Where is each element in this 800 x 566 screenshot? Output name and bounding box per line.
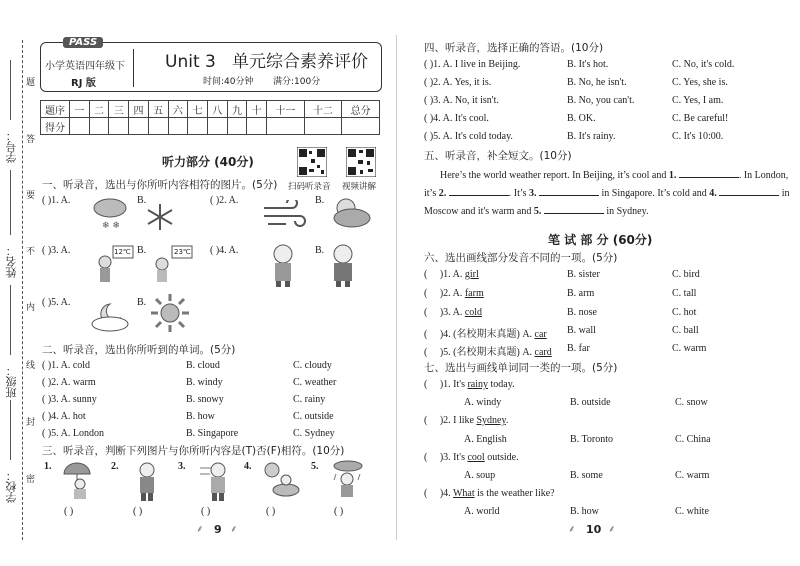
- blank-1-input[interactable]: [679, 168, 739, 178]
- passage-text: . In London,: [738, 170, 789, 181]
- option-b[interactable]: B. arm: [567, 288, 595, 299]
- subject-label: 小学英语四年级下: [45, 61, 125, 72]
- tf-answer[interactable]: ( ): [334, 506, 344, 517]
- option-c[interactable]: C. outside: [293, 411, 334, 422]
- sun-child-icon: [258, 460, 300, 502]
- question-part: ( )3. It's: [424, 452, 468, 463]
- table-cell: 七: [188, 101, 208, 118]
- question-number: ( )4. (名校期末真题) A.: [424, 329, 535, 340]
- passage-text: it’s: [424, 188, 439, 199]
- score-cell[interactable]: [342, 118, 380, 135]
- option-c[interactable]: C. rainy: [293, 394, 326, 405]
- page-number: 10: [586, 523, 602, 536]
- item-number: 3.: [178, 461, 186, 472]
- table-cell: 八: [207, 101, 227, 118]
- q1-1-b: B.: [137, 195, 147, 206]
- score-cell[interactable]: [304, 118, 342, 135]
- option-b[interactable]: B. far: [567, 343, 590, 354]
- class-label: 班级：: [5, 365, 18, 398]
- score-label: 满分:100分: [273, 77, 321, 87]
- question-label: [424, 307, 482, 318]
- sun-icon: [150, 293, 190, 333]
- table-cell: 五: [148, 101, 168, 118]
- option-b[interactable]: B. how: [186, 411, 215, 422]
- umbrella-rain-icon: [60, 460, 94, 502]
- option-b[interactable]: B. outside: [570, 397, 611, 408]
- table-cell: 十: [247, 101, 267, 118]
- qr-listen-label: 扫码听录音: [288, 182, 331, 192]
- score-cell[interactable]: [267, 118, 305, 135]
- q1-5-label: ( )5. A.: [42, 297, 71, 308]
- table-cell: 题序: [41, 101, 70, 118]
- passage-text: Moscow and it's warm and: [424, 206, 534, 217]
- table-cell: 一: [70, 101, 90, 118]
- option-b[interactable]: B. some: [570, 470, 603, 481]
- writing-title: 笔 试 部 分 (60分): [548, 233, 653, 247]
- boy-cold-icon: [326, 242, 360, 288]
- snow-cloud-icon: [90, 196, 130, 232]
- child-warm-thermometer-icon: [150, 240, 195, 284]
- table-cell: 得分: [41, 118, 70, 135]
- section-5-title: 五、听录音，补全短文。(10分): [424, 150, 572, 162]
- option-c[interactable]: C. warm: [675, 470, 710, 481]
- option-c[interactable]: C. No, it's cold.: [672, 59, 735, 70]
- option-b[interactable]: B. cloud: [186, 360, 220, 371]
- option-b[interactable]: B. It's hot.: [567, 59, 609, 70]
- seal-char: 内: [26, 303, 36, 313]
- question-label: [424, 288, 484, 299]
- question-part: outside.: [484, 452, 519, 463]
- option-a[interactable]: A. world: [464, 506, 500, 517]
- blank-number: 5.: [533, 206, 542, 217]
- svg-text:❄ ❄: ❄ ❄: [102, 221, 120, 231]
- section-2-title: 二、听录音，选出你所听到的单词。(5分): [42, 344, 236, 356]
- moon-cloud-icon: [88, 300, 134, 332]
- time-label: 时间:40分钟: [203, 77, 254, 87]
- question-text: [424, 415, 508, 426]
- q1-3-label: ( )3. A.: [42, 245, 71, 256]
- child-cold-thermometer-icon: [95, 240, 135, 284]
- question-label: ( )4. A. hot: [42, 411, 86, 422]
- table-cell: 总分: [342, 101, 380, 118]
- school-label: 学校：: [5, 470, 18, 503]
- option-c[interactable]: C. white: [675, 506, 709, 517]
- underlined-word: rainy: [467, 379, 489, 390]
- option-a[interactable]: farm: [464, 288, 484, 299]
- option-c[interactable]: C. warm: [672, 343, 707, 354]
- question-label: ( )3. A. sunny: [42, 394, 97, 405]
- question-number: ( )5. (名校期末真题) A.: [424, 347, 535, 358]
- page-number: 9: [214, 523, 222, 536]
- option-c[interactable]: C. It's 10:00.: [672, 131, 724, 142]
- blank-number: 2.: [438, 188, 447, 199]
- option-b[interactable]: B. Singapore: [186, 428, 239, 439]
- option-c[interactable]: C. cloudy: [293, 360, 332, 371]
- seal-char: 答: [26, 135, 36, 145]
- section-4-title: 四、听录音，选择正确的答语。(10分): [424, 42, 604, 54]
- table-cell: 三: [109, 101, 129, 118]
- blank-5-input[interactable]: [544, 204, 604, 214]
- tree-icon: ⸙: [230, 524, 238, 535]
- option-c[interactable]: C. snow: [675, 397, 708, 408]
- question-number: ( )1. A.: [424, 269, 465, 280]
- seal-char: 要: [26, 191, 36, 201]
- underlined-word: What: [452, 488, 475, 499]
- wind-icon: [262, 200, 308, 230]
- score-cell[interactable]: [148, 118, 168, 135]
- option-a[interactable]: card: [534, 347, 552, 358]
- question-label: ( )2. A. warm: [42, 377, 96, 388]
- table-cell: 二: [89, 101, 109, 118]
- temperature-a: 12℃: [114, 248, 131, 256]
- score-cell[interactable]: [89, 118, 109, 135]
- tree-icon: ⸙: [608, 524, 616, 535]
- q1-4-label: ( )4. A.: [210, 245, 239, 256]
- edition-label: RJ 版: [71, 78, 96, 89]
- item-number: 5.: [311, 461, 319, 472]
- option-a[interactable]: A. soup: [464, 470, 496, 481]
- qr-code-icon[interactable]: [297, 147, 327, 177]
- question-part: .: [505, 415, 509, 426]
- passage-line-2: [424, 186, 790, 199]
- question-label: ( )3. A. No, it isn't.: [424, 95, 499, 106]
- table-cell: 九: [227, 101, 247, 118]
- seal-char: 线: [26, 361, 36, 371]
- blank-3-input[interactable]: [539, 186, 599, 196]
- question-label: ( )5. A. It's cold today.: [424, 131, 513, 142]
- blank-number: 4.: [709, 188, 717, 199]
- table-cell: 六: [168, 101, 188, 118]
- score-cell[interactable]: [109, 118, 129, 135]
- q1-3-b: B.: [137, 245, 147, 256]
- passage-line-1: [440, 168, 788, 181]
- score-table-row: [41, 118, 380, 135]
- question-text: [424, 379, 515, 390]
- child-wind-icon: [198, 460, 232, 502]
- score-cell[interactable]: [129, 118, 149, 135]
- blank-number: 1.: [668, 170, 677, 181]
- option-b[interactable]: B. windy: [186, 377, 223, 388]
- page-divider: [396, 35, 397, 540]
- seal-char: 密: [26, 475, 36, 485]
- score-cell[interactable]: [207, 118, 227, 135]
- table-cell: 四: [129, 101, 149, 118]
- table-cell: 十一: [267, 101, 305, 118]
- section-6-title: 六、选出画线部分发音不同的一项。(5分): [424, 252, 618, 264]
- question-label: ( )5. A. London: [42, 428, 104, 439]
- blank-number: 3.: [529, 188, 537, 199]
- question-part: ( )4.: [424, 488, 453, 499]
- option-b[interactable]: B. OK.: [567, 113, 596, 124]
- pass-logo: PASS: [63, 37, 103, 48]
- tf-answer[interactable]: ( ): [64, 506, 74, 517]
- option-c[interactable]: C. Sydney: [293, 428, 335, 439]
- option-c[interactable]: C. weather: [293, 377, 337, 388]
- option-b[interactable]: B. No, he isn't.: [567, 77, 627, 88]
- passage-line-3: [424, 204, 648, 217]
- question-part: is the weather like?: [474, 488, 555, 499]
- child-scarf-icon: [132, 460, 162, 502]
- question-number: ( )3. A.: [424, 307, 465, 318]
- underlined-word: cool: [467, 452, 485, 463]
- passage-text: in Singapore. It’s cold and: [599, 188, 710, 199]
- option-c[interactable]: C. Be careful!: [672, 113, 729, 124]
- question-part: today.: [488, 379, 515, 390]
- option-b[interactable]: B. sister: [567, 269, 600, 280]
- option-a[interactable]: cold: [464, 307, 483, 318]
- question-label: [424, 343, 552, 358]
- sun-cloud-icon: [326, 196, 372, 230]
- question-number: ( )2. A.: [424, 288, 465, 299]
- binding-margin: [0, 0, 38, 566]
- tree-icon: ⸙: [196, 524, 204, 535]
- passage-text: . It’s: [508, 188, 530, 199]
- score-cell[interactable]: [168, 118, 188, 135]
- question-label: ( )1. A. cold: [42, 360, 91, 371]
- qr-code-icon[interactable]: [346, 147, 376, 177]
- option-b[interactable]: B. how: [570, 506, 599, 517]
- tree-icon: ⸙: [568, 524, 576, 535]
- option-b[interactable]: B. It's rainy.: [567, 131, 616, 142]
- option-a[interactable]: A. English: [464, 434, 507, 445]
- score-table-header: [41, 101, 380, 118]
- listening-title: 听力部分 (40分): [162, 155, 254, 169]
- option-a[interactable]: car: [534, 329, 547, 340]
- score-cell[interactable]: [247, 118, 267, 135]
- option-b[interactable]: B. wall: [567, 325, 596, 336]
- temperature-b: 23℃: [174, 248, 191, 256]
- item-number: 1.: [44, 461, 52, 472]
- option-a[interactable]: A. windy: [464, 397, 502, 408]
- underlined-word: Sydney: [476, 415, 506, 426]
- seal-char: 不: [26, 247, 36, 257]
- question-label: [424, 269, 479, 280]
- score-cell[interactable]: [227, 118, 247, 135]
- question-part: ( )2. I like: [424, 415, 477, 426]
- option-c[interactable]: C. tall: [672, 288, 697, 299]
- question-part: ( )1. It's: [424, 379, 468, 390]
- table-cell: 十二: [304, 101, 342, 118]
- score-cell[interactable]: [188, 118, 208, 135]
- q1-2-b: B.: [315, 195, 325, 206]
- option-c[interactable]: C. bird: [672, 269, 700, 280]
- passage-text: in: [779, 188, 790, 199]
- passage-text: in Sydney.: [603, 206, 649, 217]
- question-text: [424, 452, 519, 463]
- passage-text: Here’s the world weather report. In Beijing, it’s cool and: [440, 170, 669, 181]
- section-1-title: 一、听录音，选出与你所听内容相符的图片。(5分): [42, 179, 278, 191]
- option-b[interactable]: B. nose: [567, 307, 597, 318]
- q1-4-b: B.: [315, 245, 325, 256]
- option-c[interactable]: C. ball: [672, 325, 699, 336]
- item-number: 2.: [111, 461, 119, 472]
- item-number: 4.: [244, 461, 252, 472]
- snowflake-icon: [145, 202, 175, 232]
- blank-2-input[interactable]: [449, 186, 509, 196]
- seal-char: 封: [26, 418, 36, 428]
- seal-char: 题: [26, 78, 36, 88]
- q1-1-label: ( )1. A.: [42, 195, 71, 206]
- blank-4-input[interactable]: [719, 186, 779, 196]
- question-label: ( )2. A. Yes, it is.: [424, 77, 492, 88]
- child-rain-icon: [326, 460, 366, 502]
- question-label: ( )4. A. It's cool.: [424, 113, 489, 124]
- q1-5-b: B.: [137, 297, 147, 308]
- section-3-title: 三、听录音，判断下列图片与你所听内容是(T)否(F)相符。(10分): [42, 445, 345, 457]
- qr-video-label: 视频讲解: [342, 182, 377, 192]
- tf-answer[interactable]: ( ): [266, 506, 276, 517]
- tf-answer[interactable]: ( ): [133, 506, 143, 517]
- id-label: 学号：: [5, 130, 18, 163]
- option-c[interactable]: C. hot: [672, 307, 697, 318]
- q1-2-label: ( )2. A.: [210, 195, 239, 206]
- boy-hot-icon: [266, 242, 300, 288]
- page-title: Unit 3 单元综合素养评价: [165, 52, 369, 72]
- option-a[interactable]: girl: [464, 269, 479, 280]
- option-b[interactable]: B. No, you can't.: [567, 95, 635, 106]
- option-b[interactable]: B. snowy: [186, 394, 224, 405]
- header-box: [40, 37, 382, 92]
- option-c[interactable]: C. Yes, she is.: [672, 77, 728, 88]
- score-cell[interactable]: [70, 118, 90, 135]
- option-c[interactable]: C. Yes, I am.: [672, 95, 724, 106]
- option-c[interactable]: C. China: [675, 434, 711, 445]
- score-table: [40, 100, 380, 135]
- question-text: [424, 488, 555, 499]
- question-label: ( )1. A. I live in Beijing.: [424, 59, 521, 70]
- name-label: 姓名：: [5, 245, 18, 278]
- option-b[interactable]: B. Toronto: [570, 434, 614, 445]
- question-label: [424, 325, 547, 340]
- tf-answer[interactable]: ( ): [201, 506, 211, 517]
- section-7-title: 七、选出与画线单词同一类的一项。(5分): [424, 362, 618, 374]
